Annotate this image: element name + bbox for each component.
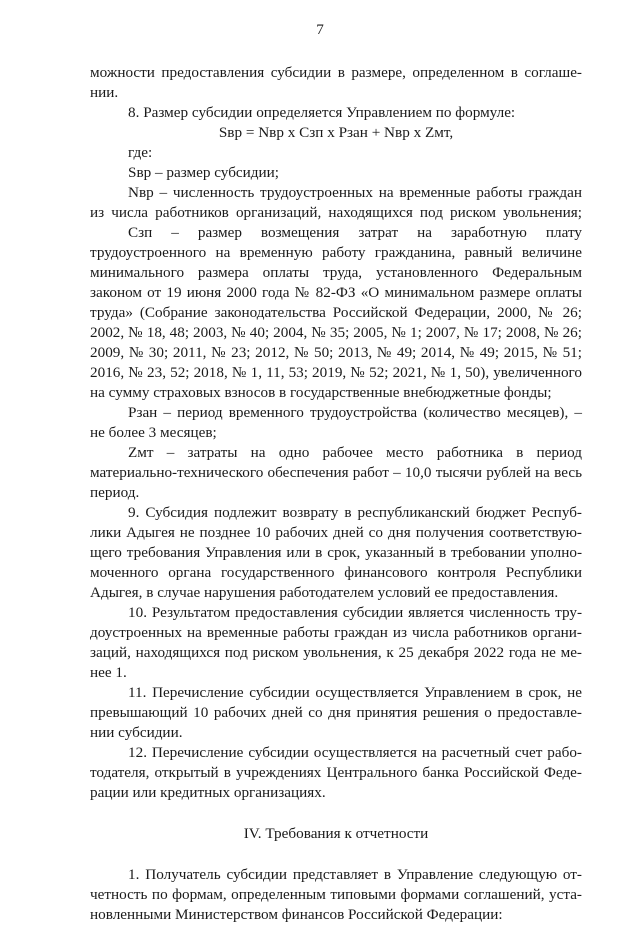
blank-line [90,844,582,865]
text-line: Адыгея, в случае нарушения работодателем условий ее предоставления. [90,584,559,601]
text-line: моченного органа государственного финансового контроля Республики [90,564,582,581]
text-line: Сзп – размер возмещения затрат на заработную плату [128,224,582,241]
formula-line: Sвр = Nвр x Сзп x Рзан + Nвр x Zмт, [218,124,454,141]
text-line: доустроенных на временные работы граждан из числа работников органи- [90,624,582,641]
text-line: заций, находящихся под риском увольнения, к 25 декабря 2022 года не ме- [90,644,582,661]
text-line: нии субсидии. [90,724,183,741]
text-line: 8. Размер субсидии определяется Управлением по формуле: [128,104,516,121]
text-line: 2009, № 30; 2011, № 23; 2012, № 50; 2013, № 49; 2014, № 49; 2015, № 51; [90,344,582,361]
text-line: можности предоставления субсидии в размере, определенном в соглаше- [90,64,582,81]
text-line: 10. Результатом предоставления субсидии является численность тру- [128,604,582,621]
text-line: на сумму страховых взносов в государственные внебюджетные фонды; [90,384,552,401]
text-line: щего требования Управления или в срок, указанный в требовании уполно- [90,544,582,561]
text-line: минимального размера оплаты труда, установленного Федеральным [90,264,582,281]
text-line: лики Адыгея не позднее 10 рабочих дней со дня получения соответствую- [90,524,582,541]
text-line: 11. Перечисление субсидии осуществляется Управлением в срок, не [128,684,582,701]
text-line: законом от 19 июня 2000 года № 82-ФЗ «О минимальном размере оплаты [90,284,582,301]
text-line: Zмт – затраты на одно рабочее место работника в период [128,444,582,461]
text-line: трудоустроенного на временную работу гражданина, равный величине [90,244,582,261]
text-line: 12. Перечисление субсидии осуществляется на расчетный счет рабо- [128,744,582,761]
text-line: рации или кредитных организациях. [90,784,326,801]
text-line: 2016, № 23, 52; 2018, № 1, 11, 53; 2019, № 52; 2021, № 1, 50), увеличенного [90,364,582,381]
text-line: новленными Министерством финансов Российской Федерации: [90,906,503,923]
text-line: 2002, № 18, 48; 2003, № 40; 2004, № 35; 2005, № 1; 2007, № 17; 2008, № 26; [90,324,582,341]
text-line: труда» (Собрание законодательства Российской Федерации, 2000, № 26; [90,304,582,321]
text-line: из числа работников организаций, находящихся под риском увольнения; [90,204,582,221]
blank-line [90,803,582,824]
text-line: Sвр – размер субсидии; [128,164,279,181]
text-line: материально-технического обеспечения работ – 10,0 тысячи рублей на весь [90,464,582,481]
document-body [90,63,582,925]
page-number: 7 [316,21,324,38]
text-line: четность по формам, определенным типовыми формами соглашений, уста- [90,886,582,903]
text-line: 9. Субсидия подлежит возврату в республиканский бюджет Респуб- [128,504,582,521]
text-line: где: [128,144,153,161]
text-line: Nвр – численность трудоустроенных на временные работы граждан [128,184,582,201]
text-line: не более 3 месяцев; [90,424,217,441]
text-line: тодателя, открытый в учреждениях Центрального банка Российской Феде- [90,764,582,781]
text-line: Рзан – период временного трудоустройства (количество месяцев), – [128,404,582,421]
text-line: нее 1. [90,664,127,681]
text-line: нии. [90,84,119,101]
section-heading: IV. Требования к отчетности [243,825,429,842]
text-line: период. [90,484,140,501]
text-line: 1. Получатель субсидии представляет в Управление следующую от- [128,866,582,883]
text-line: превышающий 10 рабочих дней со дня принятия решения о предоставле- [90,704,582,721]
